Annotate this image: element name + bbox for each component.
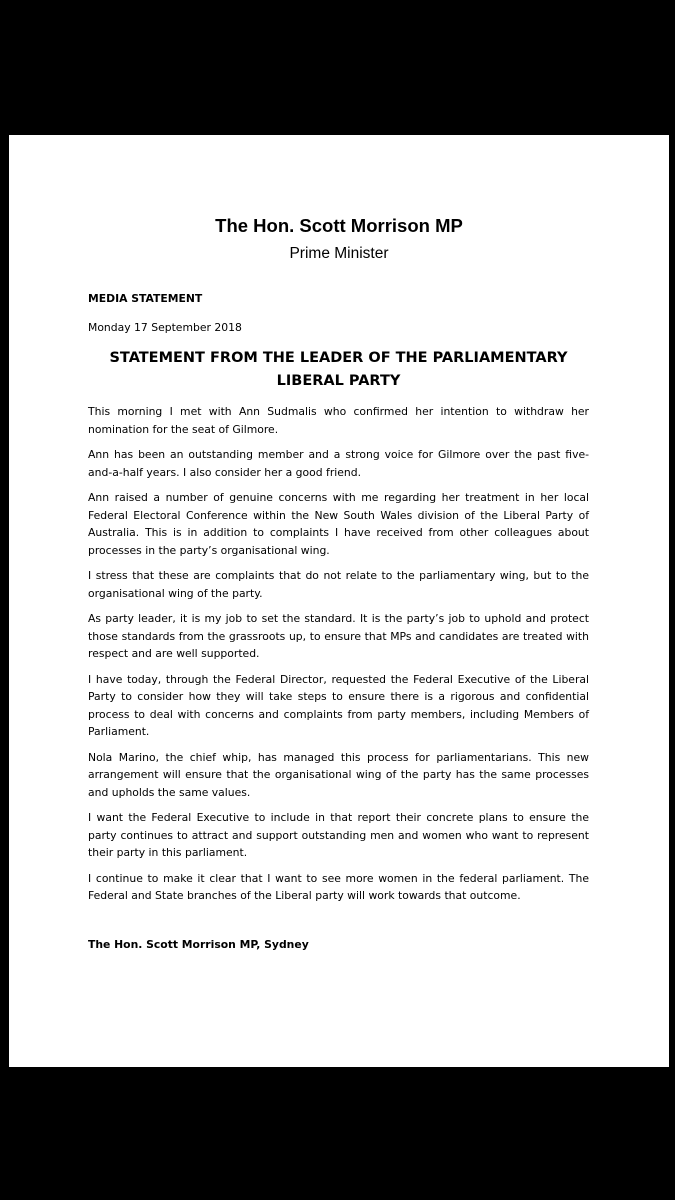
document-page bbox=[9, 135, 669, 1067]
paragraph: As party leader, it is my job to set the standard. It is the party’s job to uphold and protect those standards from the grassroots up, to ensure that MPs and candidates are treated with respect and are well supported. bbox=[88, 612, 589, 660]
statement-date: Monday 17 September 2018 bbox=[88, 320, 242, 334]
paragraph: This morning I met with Ann Sudmalis who confirmed her intention to withdraw her nomination for the seat of Gilmore. bbox=[88, 405, 589, 436]
paragraph: Ann raised a number of genuine concerns with me regarding her treatment in her local Federal Electoral Conference within the New South Wales division of the Liberal Party of Australia. This is in addition to complaints I have received from other colleagues about processes in the party’s organisational wing. bbox=[88, 491, 589, 557]
signoff: The Hon. Scott Morrison MP, Sydney bbox=[88, 937, 309, 951]
letterhead-role: Prime Minister bbox=[289, 245, 389, 262]
paragraph: Nola Marino, the chief whip, has managed this process for parliamentarians. This new arrangement will ensure that the organisational wing of the party has the same processes and upholds the same values. bbox=[88, 750, 589, 799]
paragraph: I have today, through the Federal Director, requested the Federal Executive of the Liberal Party to consider how they will take steps to ensure there is a rigorous and confidential process to deal with concerns and complaints from party members, including Members of Parliament. bbox=[88, 672, 589, 738]
letterhead-name: The Hon. Scott Morrison MP bbox=[215, 215, 463, 236]
statement-headline: STATEMENT FROM THE LEADER OF THE PARLIAMENTARY LIBERAL PARTY bbox=[109, 350, 568, 389]
statement-body bbox=[88, 290, 589, 953]
paragraph: I stress that these are complaints that do not relate to the parliamentary wing, but to the organisational wing of the party. bbox=[88, 569, 589, 600]
paragraph: I want the Federal Executive to include in that report their concrete plans to ensure the party continues to attract and support outstanding men and women who want to represent their party in this parliament. bbox=[88, 811, 589, 859]
paragraph: Ann has been an outstanding member and a strong voice for Gilmore over the past five-and-a-half years. I also consider her a good friend. bbox=[88, 448, 589, 479]
media-statement-label: MEDIA STATEMENT bbox=[88, 292, 203, 305]
paragraph: I continue to make it clear that I want to see more women in the federal parliament. The Federal and State branches of the Liberal party will work towards that outcome. bbox=[88, 871, 589, 902]
